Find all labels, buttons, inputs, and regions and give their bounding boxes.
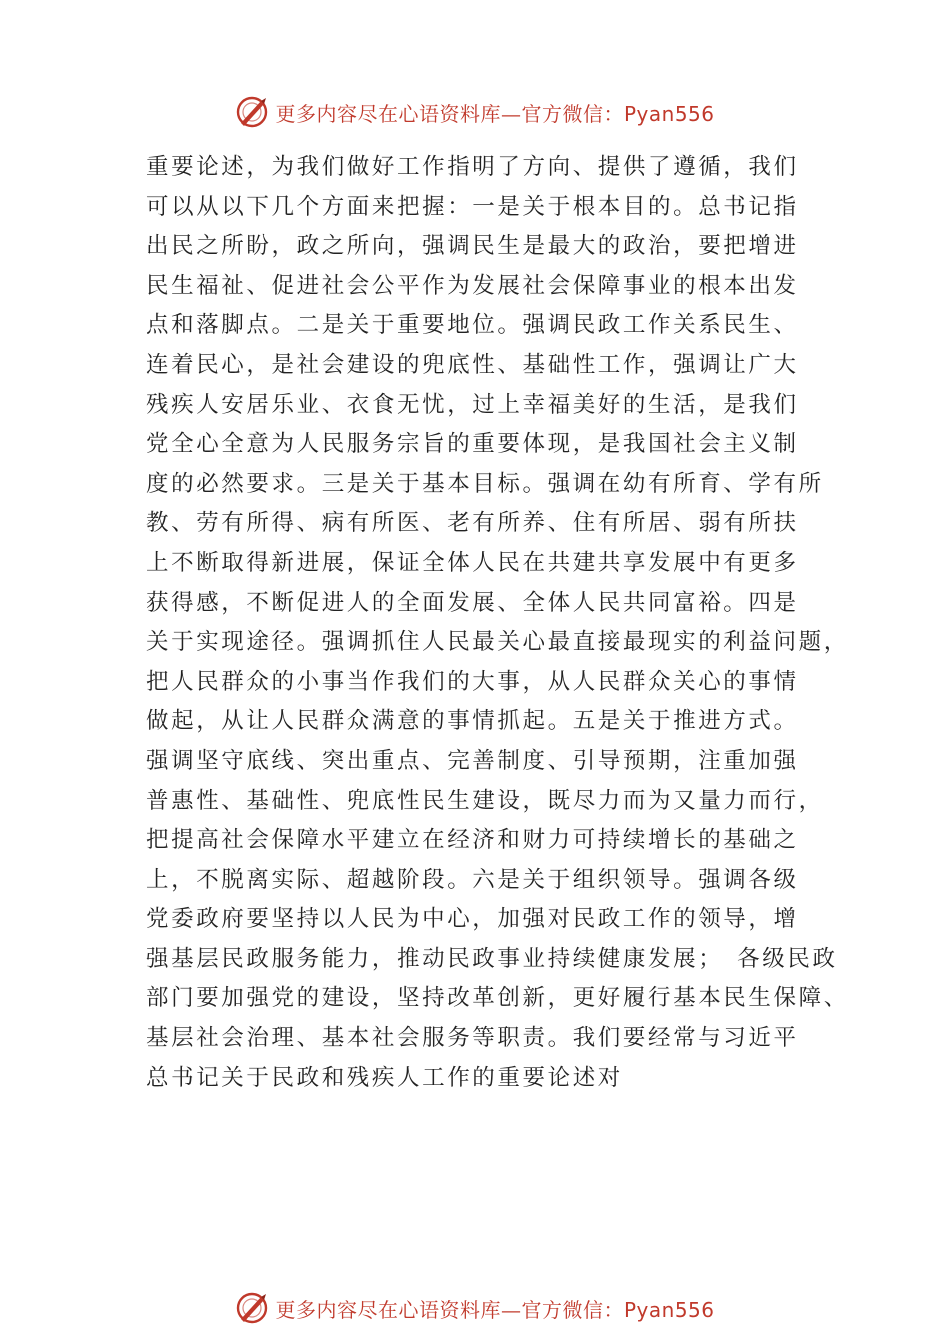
header-banner-text (275, 98, 714, 127)
body-text-line: 连着民心，是社会建设的兜底性、基础性工作，强调让广大 (146, 351, 799, 378)
body-text-line: 度的必然要求。三是关于基本目标。强调在幼有所育、学有所 (146, 470, 824, 497)
body-text-line: 点和落脚点。二是关于重要地位。强调民政工作关系民生、 (146, 312, 799, 339)
body-text-line: 获得感，不断促进人的全面发展、全体人民共同富裕。四是 (146, 589, 799, 616)
body-text-line: 党全心全意为人民服务宗旨的重要体现，是我国社会主义制 (146, 431, 799, 458)
body-text-line: 做起，从让人民群众满意的事情抓起。五是关于推进方式。 (146, 708, 799, 735)
body-text-line: 普惠性、基础性、兜底性民生建设，既尽力而为又量力而行， (146, 787, 824, 814)
quill-seal-logo-icon (235, 95, 269, 129)
header-brand-text: 更多内容尽在心语资料库 (275, 101, 501, 126)
header-wechat-label: 官方微信： (521, 101, 624, 126)
document-body (146, 148, 849, 1098)
header-separator: — (500, 101, 522, 126)
body-text-line: 党委政府要坚持以人民为中心，加强对民政工作的领导，增 (146, 906, 799, 933)
body-text-line: 总书记关于民政和残疾人工作的重要论述对 (146, 1064, 623, 1091)
footer-wechat-label: 官方微信： (521, 1297, 624, 1322)
footer-brand-text: 更多内容尽在心语资料库 (275, 1297, 501, 1322)
body-text-line: 残疾人安居乐业、衣食无忧，过上幸福美好的生活，是我们 (146, 391, 799, 418)
footer-separator: — (500, 1297, 522, 1322)
body-text-line: 教、劳有所得、病有所医、老有所养、住有所居、弱有所扶 (146, 510, 799, 537)
body-text-line: 上，不脱离实际、超越阶段。六是关于组织领导。强调各级 (146, 866, 799, 893)
header-banner (0, 92, 950, 132)
footer-banner-text (275, 1294, 714, 1323)
body-text-line: 强调坚守底线、突出重点、完善制度、引导预期，注重加强 (146, 747, 799, 774)
header-wechat-id: Pyan556 (623, 101, 715, 126)
body-text-line: 关于实现途径。强调抓住人民最关心最直接最现实的利益问题， (146, 629, 849, 656)
body-text-line: 基层社会治理、基本社会服务等职责。我们要经常与习近平 (146, 1025, 799, 1052)
body-text-line: 强基层民政服务能力，推动民政事业持续健康发展； 各级民政 (146, 945, 838, 972)
body-text-line: 上不断取得新进展，保证全体人民在共建共享发展中有更多 (146, 549, 799, 576)
body-text-line: 可以从以下几个方面来把握：一是关于根本目的。总书记指 (146, 193, 799, 220)
footer-banner (0, 1288, 950, 1328)
body-text-line: 把人民群众的小事当作我们的大事，从人民群众关心的事情 (146, 668, 799, 695)
body-text-line: 把提高社会保障水平建立在经济和财力可持续增长的基础之 (146, 827, 799, 854)
body-text-line: 重要论述，为我们做好工作指明了方向、提供了遵循，我们 (146, 154, 799, 180)
body-text-line: 部门要加强党的建设，坚持改革创新，更好履行基本民生保障、 (146, 985, 849, 1012)
footer-wechat-id: Pyan556 (623, 1297, 715, 1322)
quill-seal-logo-icon (235, 1291, 269, 1325)
body-text-line: 出民之所盼，政之所向，强调民生是最大的政治，要把增进 (146, 233, 799, 260)
body-text-line: 民生福祉、促进社会公平作为发展社会保障事业的根本出发 (146, 272, 799, 299)
